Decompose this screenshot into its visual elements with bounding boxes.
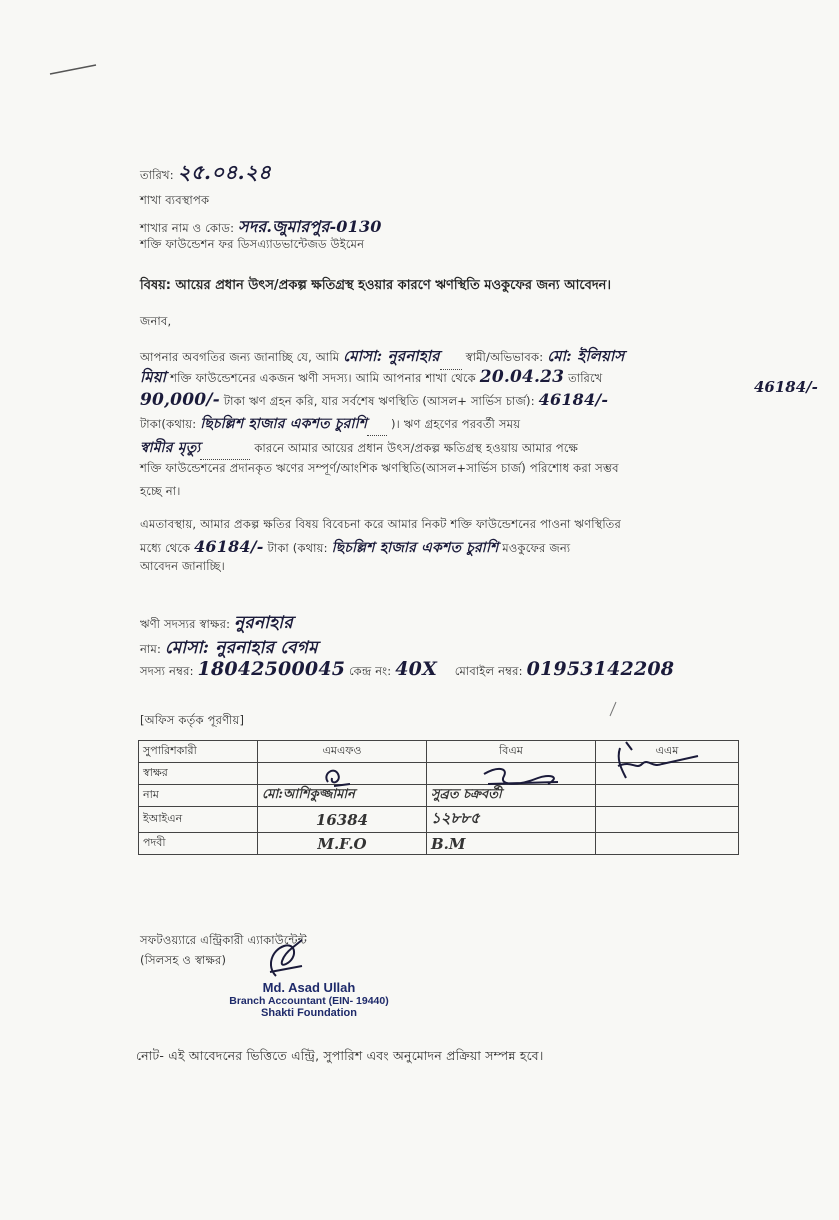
mfo-signature [320, 764, 360, 790]
member-number-value: 18042500045 [197, 658, 346, 680]
pen-mark [48, 62, 100, 82]
member-number-line [140, 658, 674, 682]
para1-text1: আপনার অবগতির জন্য জানাচ্ছি যে, আমি [140, 350, 340, 364]
mfo-name: মো:আশিকুজ্জামান [258, 785, 427, 807]
table-row [139, 833, 739, 855]
mfo-designation: M.F.O [258, 833, 427, 855]
guardian-name-field: মো: ইলিয়াস [547, 347, 625, 365]
member-signature-line [140, 610, 293, 638]
software-line2: (সিলসহ ও স্বাক্ষর) [140, 953, 227, 967]
accountant-signature [262, 936, 308, 984]
member-signature: নুরনাহার [234, 613, 293, 633]
row-label: পদবী [139, 833, 258, 855]
loan-amount-field: 90,000/- [140, 390, 220, 410]
member-name-label: নাম: [140, 642, 162, 656]
member-name-value: মোসা: নুরনাহার বেগম [164, 638, 318, 658]
date-line [140, 158, 271, 191]
table-header: এএম [596, 741, 739, 763]
branch-label: শাখার নাম ও কোড: [140, 221, 235, 235]
member-number-label: সদস্য নম্বর: [140, 664, 194, 678]
table-header: সুপারিশকারী [139, 741, 258, 763]
para1-line2 [140, 366, 602, 391]
para1-text8: কারনে আমার আয়ের প্রধান উৎস/প্রকল্প ক্ষতিগ্রস্থ হওয়ায় আমার পক্ষে [254, 441, 579, 455]
office-heading: [অফিস কর্তৃক পূরণীয়] [140, 713, 245, 727]
para2-line2 [140, 536, 570, 560]
software-line1: সফটওয়্যারে এন্ট্রিকারী এ্যাকাউন্টেন্ট [140, 933, 308, 947]
outstanding-words-field: ছিচল্লিশ হাজার একশত চুরাশি [200, 416, 368, 432]
row-label: ইআইএন [139, 807, 258, 833]
para2-line3: আবেদন জানাচ্ছি। [140, 559, 225, 573]
stamp-name: Md. Asad Ullah [262, 980, 356, 995]
date-label: তারিখ: [140, 168, 174, 182]
para2-line1: এমতাবস্থায়, আমার প্রকল্প ক্ষতির বিষয় বিবেচনা করে আমার নিকট শক্তি ফাউন্ডেশনের পাওনা ঋণস্থিতির [140, 517, 622, 531]
reason-field: স্বামীর মৃত্যু [140, 440, 201, 456]
mobile-label: মোবাইল নম্বর: [454, 664, 523, 678]
para1-text5: টাকা ঋণ গ্রহন করি, যার সর্বশেষ ঋণস্থিতি (আসল+ সার্ভিস চার্জ): [223, 394, 535, 408]
accountant-stamp [224, 980, 394, 1019]
date-value: ২৫.০৪.২৪ [177, 160, 272, 184]
para1-line5 [140, 436, 578, 460]
am-ein [596, 807, 739, 833]
bm-designation: B.M [427, 833, 596, 855]
addressee-line3: শক্তি ফাউন্ডেশন ফর ডিসএ্যাডভান্টেজড উইমেন [140, 237, 365, 251]
para2-text3: টাকা (কথায়: [267, 541, 328, 555]
para2-text2: মধ্যে থেকে [140, 541, 191, 555]
bm-ein: ১২৮৮৫ [427, 807, 596, 833]
para1-text4: তারিখে [568, 371, 603, 385]
am-signature [612, 740, 702, 790]
outstanding-side-note: 46184/- [754, 378, 818, 396]
member-name-field: মোসা: নুরনাহার [343, 347, 440, 365]
subject-line: বিষয়: আয়ের প্রধান উৎস/প্রকল্প ক্ষতিগ্রস্থ হওয়ার কারণে ঋণস্থিতি মওকুফের জন্য আবেদন। [140, 278, 612, 293]
am-designation [596, 833, 739, 855]
para1-text7: )। ঋণ গ্রহণের পরবর্তী সময় [390, 417, 521, 431]
para1-text2: স্বামী/অভিভাবক: [465, 350, 544, 364]
para1-text6: টাকা(কথায়: [140, 417, 197, 431]
row-label: স্বাক্ষর [139, 763, 258, 785]
center-value: 40X [395, 658, 438, 680]
para1-line6: শক্তি ফাউন্ডেশনের প্রদানকৃত ঋণের সম্পূর্ণ/আংশিক ঋণস্থিতি(আসল+সার্ভিস চার্জ) পরিশোধ করা সম্ভব [140, 461, 619, 475]
para1-line3 [140, 390, 608, 412]
stamp-org: Shakti Foundation [261, 1007, 357, 1019]
outstanding-field: 46184/- [538, 390, 609, 409]
ink-tick [608, 700, 620, 718]
member-sig-label: ঋণী সদস্যর স্বাক্ষর: [140, 617, 231, 631]
bm-name: সুব্রত চক্রবর্তী [427, 785, 596, 807]
table-row [139, 807, 739, 833]
para1-text3: শক্তি ফাউন্ডেশনের একজন ঋণী সদস্য। আমি আপনার শাখা থেকে [170, 371, 476, 385]
addressee-line1: শাখা ব্যবস্থাপক [140, 193, 210, 207]
row-label: নাম [139, 785, 258, 807]
center-label: কেন্দ্র নং: [349, 664, 392, 678]
guardian-name-cont: মিয়া [140, 368, 167, 386]
table-header: এমএফও [258, 741, 427, 763]
mobile-value: 01953142208 [526, 658, 675, 680]
waive-amount-field: 46184/- [194, 537, 264, 556]
stamp-title: Branch Accountant (EIN- 19440) [229, 995, 389, 1007]
para2-text4: মওকুফের জন্য [502, 541, 571, 555]
bm-signature [478, 764, 568, 792]
loan-date-field: 20.04.23 [479, 367, 565, 387]
para1-line7: হচ্ছে না। [140, 484, 181, 498]
waive-words-field: ছিচল্লিশ হাজার একশত চুরাশি [331, 540, 499, 556]
footer-note: নোট- এই আবেদনের ভিত্তিতে এন্ট্রি, সুপারিশ এবং অনুমোদন প্রক্রিয়া সম্পন্ন হবে। [136, 1048, 544, 1063]
mfo-ein: 16384 [258, 807, 427, 833]
branch-value: সদর.জুমারপুর-0130 [238, 217, 382, 236]
table-header: বিএম [427, 741, 596, 763]
salutation: জনাব, [140, 314, 172, 328]
para1-line4 [140, 412, 520, 436]
